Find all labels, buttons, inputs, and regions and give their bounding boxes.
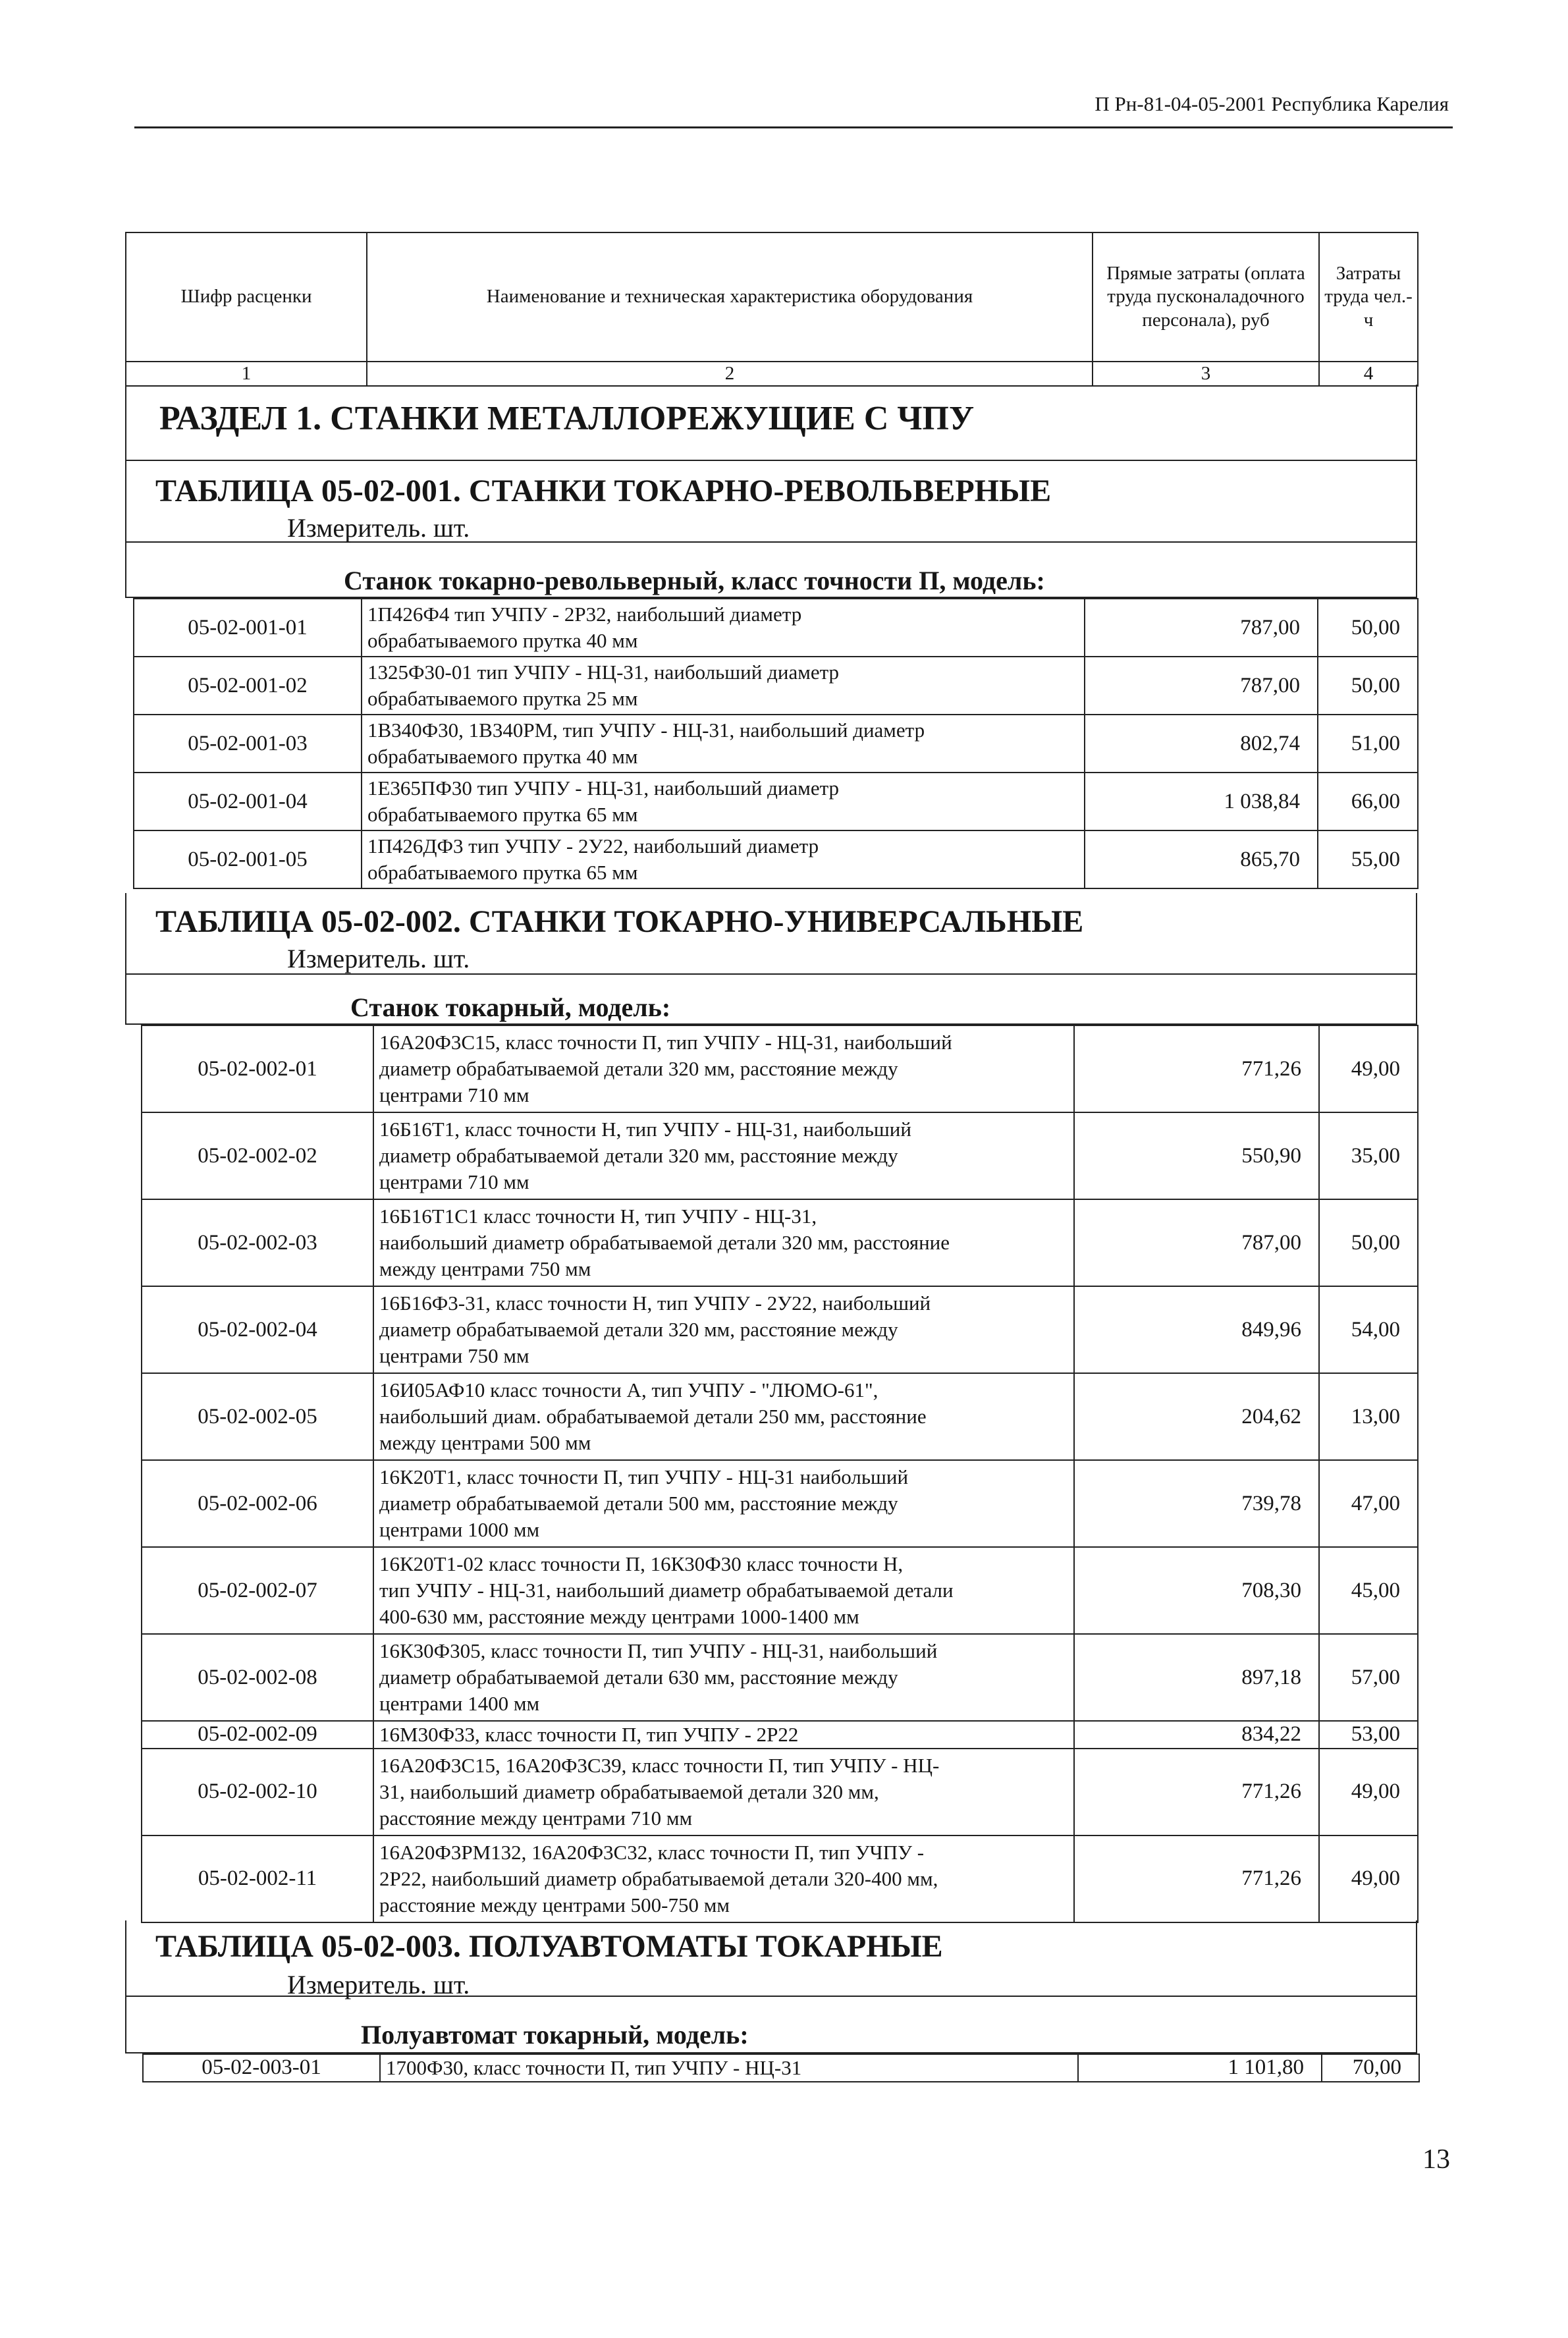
table-002-title: ТАБЛИЦА 05-02-002. СТАНКИ ТОКАРНО-УНИВЕРСАЛЬНЫЕ bbox=[155, 904, 1084, 939]
rate-code: 05-02-003-01 bbox=[143, 2054, 380, 2082]
description-line: 1В340Ф30, 1В340РМ, тип УЧПУ - НЦ-31, наибольший диаметр bbox=[367, 719, 925, 742]
equipment-description bbox=[373, 1547, 1074, 1634]
direct-cost: 897,18 bbox=[1074, 1634, 1319, 1721]
table-002-measure: Измеритель. шт. bbox=[287, 944, 470, 973]
description-line: центрами 710 мм bbox=[379, 1170, 529, 1193]
table-row bbox=[134, 599, 1418, 657]
table-row bbox=[142, 1025, 1418, 1112]
direct-cost: 787,00 bbox=[1085, 599, 1318, 657]
equipment-description bbox=[373, 1835, 1074, 1922]
description-line: 16К30Ф305, класс точности П, тип УЧПУ - НЦ-31, наибольший bbox=[379, 1639, 938, 1663]
table-row bbox=[142, 1749, 1418, 1835]
page-number: 13 bbox=[1422, 2144, 1450, 2175]
table-row bbox=[134, 773, 1418, 830]
description-line: центрами 710 мм bbox=[379, 1083, 529, 1106]
direct-cost: 771,26 bbox=[1074, 1025, 1319, 1112]
equipment-description bbox=[362, 657, 1085, 715]
description-line: 1700Ф30, класс точности П, тип УЧПУ - НЦ-31 bbox=[386, 2056, 802, 2079]
equipment-description bbox=[362, 599, 1085, 657]
rate-code: 05-02-002-01 bbox=[142, 1025, 373, 1112]
table-row bbox=[134, 830, 1418, 888]
table-row bbox=[142, 1634, 1418, 1721]
description-line: 1П426ДФ3 тип УЧПУ - 2У22, наибольший диаметр bbox=[367, 834, 819, 858]
description-line: диаметр обрабатываемой детали 320 мм, расстояние между bbox=[379, 1318, 898, 1342]
equipment-description bbox=[380, 2054, 1078, 2082]
rate-code: 05-02-001-03 bbox=[134, 715, 362, 773]
table-003-model-heading: Полуавтомат токарный, модель: bbox=[361, 2020, 749, 2050]
equipment-description bbox=[362, 773, 1085, 830]
description-line: 1Е365ПФ30 тип УЧПУ - НЦ-31, наибольший диаметр bbox=[367, 776, 840, 800]
direct-cost: 1 101,80 bbox=[1078, 2054, 1322, 2082]
table-003-heading bbox=[125, 1920, 1417, 1997]
direct-cost: 550,90 bbox=[1074, 1112, 1319, 1199]
direct-cost: 834,22 bbox=[1074, 1721, 1319, 1749]
header-cost: Прямые затраты (оплата труда пусконаладочного персонала), руб bbox=[1093, 232, 1319, 362]
table-row bbox=[142, 1721, 1418, 1749]
rate-code: 05-02-002-05 bbox=[142, 1373, 373, 1460]
table-001-model-heading: Станок токарно-револьверный, класс точности П, модель: bbox=[344, 566, 1045, 595]
equipment-description bbox=[373, 1721, 1074, 1749]
header-num-2: 2 bbox=[367, 362, 1093, 386]
description-line: обрабатываемого прутка 65 мм bbox=[367, 803, 638, 826]
description-line: 16И05АФ10 класс точности А, тип УЧПУ - "ЛЮМО-61", bbox=[379, 1378, 879, 1402]
description-line: между центрами 750 мм bbox=[379, 1257, 591, 1280]
rate-code: 05-02-002-04 bbox=[142, 1286, 373, 1373]
table-row bbox=[134, 657, 1418, 715]
description-line: наибольший диаметр обрабатываемой детали 320 мм, расстояние bbox=[379, 1231, 950, 1255]
rate-code: 05-02-002-02 bbox=[142, 1112, 373, 1199]
header-name: Наименование и техническая характеристика оборудования bbox=[367, 232, 1093, 362]
direct-cost: 802,74 bbox=[1085, 715, 1318, 773]
equipment-description bbox=[373, 1199, 1074, 1286]
direct-cost: 771,26 bbox=[1074, 1835, 1319, 1922]
table-001-measure: Измеритель. шт. bbox=[287, 513, 470, 543]
description-line: центрами 750 мм bbox=[379, 1344, 529, 1367]
rate-code: 05-02-002-09 bbox=[142, 1721, 373, 1749]
description-line: 16Б16Ф3-31, класс точности Н, тип УЧПУ - 2У22, наибольший bbox=[379, 1291, 931, 1315]
labor-hours: 35,00 bbox=[1319, 1112, 1418, 1199]
description-line: обрабатываемого прутка 40 мм bbox=[367, 745, 638, 768]
direct-cost: 708,30 bbox=[1074, 1547, 1319, 1634]
direct-cost: 849,96 bbox=[1074, 1286, 1319, 1373]
header-rule bbox=[134, 126, 1453, 128]
description-line: расстояние между центрами 710 мм bbox=[379, 1806, 693, 1830]
equipment-description bbox=[373, 1286, 1074, 1373]
description-line: расстояние между центрами 500-750 мм bbox=[379, 1893, 730, 1917]
labor-hours: 50,00 bbox=[1318, 599, 1418, 657]
header-num-3: 3 bbox=[1093, 362, 1319, 386]
section-block bbox=[125, 385, 1417, 461]
description-line: 16Б16Т1С1 класс точности Н, тип УЧПУ - НЦ-31, bbox=[379, 1205, 817, 1228]
labor-hours: 66,00 bbox=[1318, 773, 1418, 830]
table-row bbox=[142, 1112, 1418, 1199]
labor-hours: 50,00 bbox=[1319, 1199, 1418, 1286]
header-code: Шифр расценки bbox=[126, 232, 367, 362]
table-001-model-block bbox=[125, 543, 1417, 598]
description-line: 16А20Ф3РМ132, 16А20Ф3С32, класс точности П, тип УЧПУ - bbox=[379, 1841, 925, 1864]
column-header-table bbox=[125, 232, 1419, 387]
description-line: 1325Ф30-01 тип УЧПУ - НЦ-31, наибольший диаметр bbox=[367, 661, 840, 684]
description-line: 2Р22, наибольший диаметр обрабатываемой детали 320-400 мм, bbox=[379, 1866, 938, 1890]
description-line: центрами 1000 мм bbox=[379, 1517, 540, 1541]
labor-hours: 51,00 bbox=[1318, 715, 1418, 773]
description-line: 16М30Ф33, класс точности П, тип УЧПУ - 2Р22 bbox=[379, 1723, 799, 1746]
section-title: РАЗДЕЛ 1. СТАНКИ МЕТАЛЛОРЕЖУЩИЕ С ЧПУ bbox=[159, 400, 975, 437]
header-num-4: 4 bbox=[1319, 362, 1418, 386]
table-002-model-heading: Станок токарный, модель: bbox=[350, 992, 671, 1022]
description-line: обрабатываемого прутка 65 мм bbox=[367, 861, 638, 884]
table-row bbox=[142, 1199, 1418, 1286]
rate-code: 05-02-002-03 bbox=[142, 1199, 373, 1286]
labor-hours: 49,00 bbox=[1319, 1835, 1418, 1922]
document-reference: П Рн-81-04-05-2001 Республика Карелия bbox=[1095, 92, 1449, 115]
rate-code: 05-02-002-10 bbox=[142, 1749, 373, 1835]
description-line: 31, наибольший диаметр обрабатываемой детали 320 мм, bbox=[379, 1780, 879, 1803]
table-row bbox=[142, 1373, 1418, 1460]
table-002-rows bbox=[141, 1025, 1419, 1923]
direct-cost: 771,26 bbox=[1074, 1749, 1319, 1835]
direct-cost: 787,00 bbox=[1074, 1199, 1319, 1286]
description-line: тип УЧПУ - НЦ-31, наибольший диаметр обрабатываемой детали bbox=[379, 1579, 954, 1602]
table-001-title: ТАБЛИЦА 05-02-001. СТАНКИ ТОКАРНО-РЕВОЛЬВЕРНЫЕ bbox=[155, 474, 1052, 508]
table-003-model-block bbox=[125, 1997, 1417, 2053]
rate-code: 05-02-001-02 bbox=[134, 657, 362, 715]
description-line: обрабатываемого прутка 40 мм bbox=[367, 629, 638, 652]
description-line: наибольший диам. обрабатываемой детали 250 мм, расстояние bbox=[379, 1405, 927, 1428]
rate-code: 05-02-002-06 bbox=[142, 1460, 373, 1547]
labor-hours: 57,00 bbox=[1319, 1634, 1418, 1721]
table-row bbox=[142, 1835, 1418, 1922]
header-num-1: 1 bbox=[126, 362, 367, 386]
equipment-description bbox=[373, 1460, 1074, 1547]
description-line: обрабатываемого прутка 25 мм bbox=[367, 687, 638, 710]
description-line: 16Б16Т1, класс точности Н, тип УЧПУ - НЦ-31, наибольший bbox=[379, 1118, 911, 1141]
table-row bbox=[142, 1286, 1418, 1373]
table-001-rows bbox=[133, 598, 1419, 889]
description-line: диаметр обрабатываемой детали 630 мм, расстояние между bbox=[379, 1666, 898, 1689]
equipment-description bbox=[373, 1634, 1074, 1721]
rate-code: 05-02-001-05 bbox=[134, 830, 362, 888]
labor-hours: 47,00 bbox=[1319, 1460, 1418, 1547]
rate-code: 05-02-002-08 bbox=[142, 1634, 373, 1721]
table-row bbox=[143, 2054, 1419, 2082]
table-003-measure: Измеритель. шт. bbox=[287, 1970, 470, 1999]
direct-cost: 787,00 bbox=[1085, 657, 1318, 715]
rate-code: 05-02-001-04 bbox=[134, 773, 362, 830]
description-line: между центрами 500 мм bbox=[379, 1430, 591, 1454]
labor-hours: 49,00 bbox=[1319, 1749, 1418, 1835]
rate-code: 05-02-002-11 bbox=[142, 1835, 373, 1922]
rate-code: 05-02-002-07 bbox=[142, 1547, 373, 1634]
header-labor: Затраты труда чел.-ч bbox=[1319, 232, 1418, 362]
description-line: диаметр обрабатываемой детали 320 мм, расстояние между bbox=[379, 1144, 898, 1168]
table-row bbox=[142, 1460, 1418, 1547]
description-line: диаметр обрабатываемой детали 500 мм, расстояние между bbox=[379, 1492, 898, 1515]
labor-hours: 50,00 bbox=[1318, 657, 1418, 715]
table-row bbox=[134, 715, 1418, 773]
equipment-description bbox=[373, 1112, 1074, 1199]
direct-cost: 204,62 bbox=[1074, 1373, 1319, 1460]
labor-hours: 54,00 bbox=[1319, 1286, 1418, 1373]
labor-hours: 13,00 bbox=[1319, 1373, 1418, 1460]
equipment-description bbox=[362, 830, 1085, 888]
table-003-title: ТАБЛИЦА 05-02-003. ПОЛУАВТОМАТЫ ТОКАРНЫЕ bbox=[155, 1929, 943, 1964]
equipment-description bbox=[373, 1749, 1074, 1835]
equipment-description bbox=[373, 1025, 1074, 1112]
labor-hours: 45,00 bbox=[1319, 1547, 1418, 1634]
description-line: 1П426Ф4 тип УЧПУ - 2Р32, наибольший диаметр bbox=[367, 603, 802, 626]
description-line: 16К20Т1-02 класс точности П, 16К30Ф30 класс точности Н, bbox=[379, 1552, 904, 1576]
description-line: центрами 1400 мм bbox=[379, 1691, 540, 1715]
direct-cost: 865,70 bbox=[1085, 830, 1318, 888]
table-003-rows bbox=[142, 2053, 1420, 2082]
equipment-description bbox=[373, 1373, 1074, 1460]
description-line: 16К20Т1, класс точности П, тип УЧПУ - НЦ-31 наибольший bbox=[379, 1465, 909, 1489]
direct-cost: 739,78 bbox=[1074, 1460, 1319, 1547]
description-line: 16А20Ф3С15, класс точности П, тип УЧПУ - НЦ-31, наибольший bbox=[379, 1031, 952, 1054]
labor-hours: 53,00 bbox=[1319, 1721, 1418, 1749]
table-002-heading bbox=[125, 893, 1417, 975]
description-line: диаметр обрабатываемой детали 320 мм, расстояние между bbox=[379, 1057, 898, 1081]
labor-hours: 49,00 bbox=[1319, 1025, 1418, 1112]
direct-cost: 1 038,84 bbox=[1085, 773, 1318, 830]
labor-hours: 55,00 bbox=[1318, 830, 1418, 888]
description-line: 16А20Ф3С15, 16А20Ф3С39, класс точности П, тип УЧПУ - НЦ- bbox=[379, 1754, 940, 1778]
labor-hours: 70,00 bbox=[1322, 2054, 1419, 2082]
table-001-heading bbox=[125, 461, 1417, 543]
table-002-model-block bbox=[125, 975, 1417, 1025]
rate-code: 05-02-001-01 bbox=[134, 599, 362, 657]
description-line: 400-630 мм, расстояние между центрами 1000-1400 мм bbox=[379, 1604, 859, 1628]
table-row bbox=[142, 1547, 1418, 1634]
equipment-description bbox=[362, 715, 1085, 773]
